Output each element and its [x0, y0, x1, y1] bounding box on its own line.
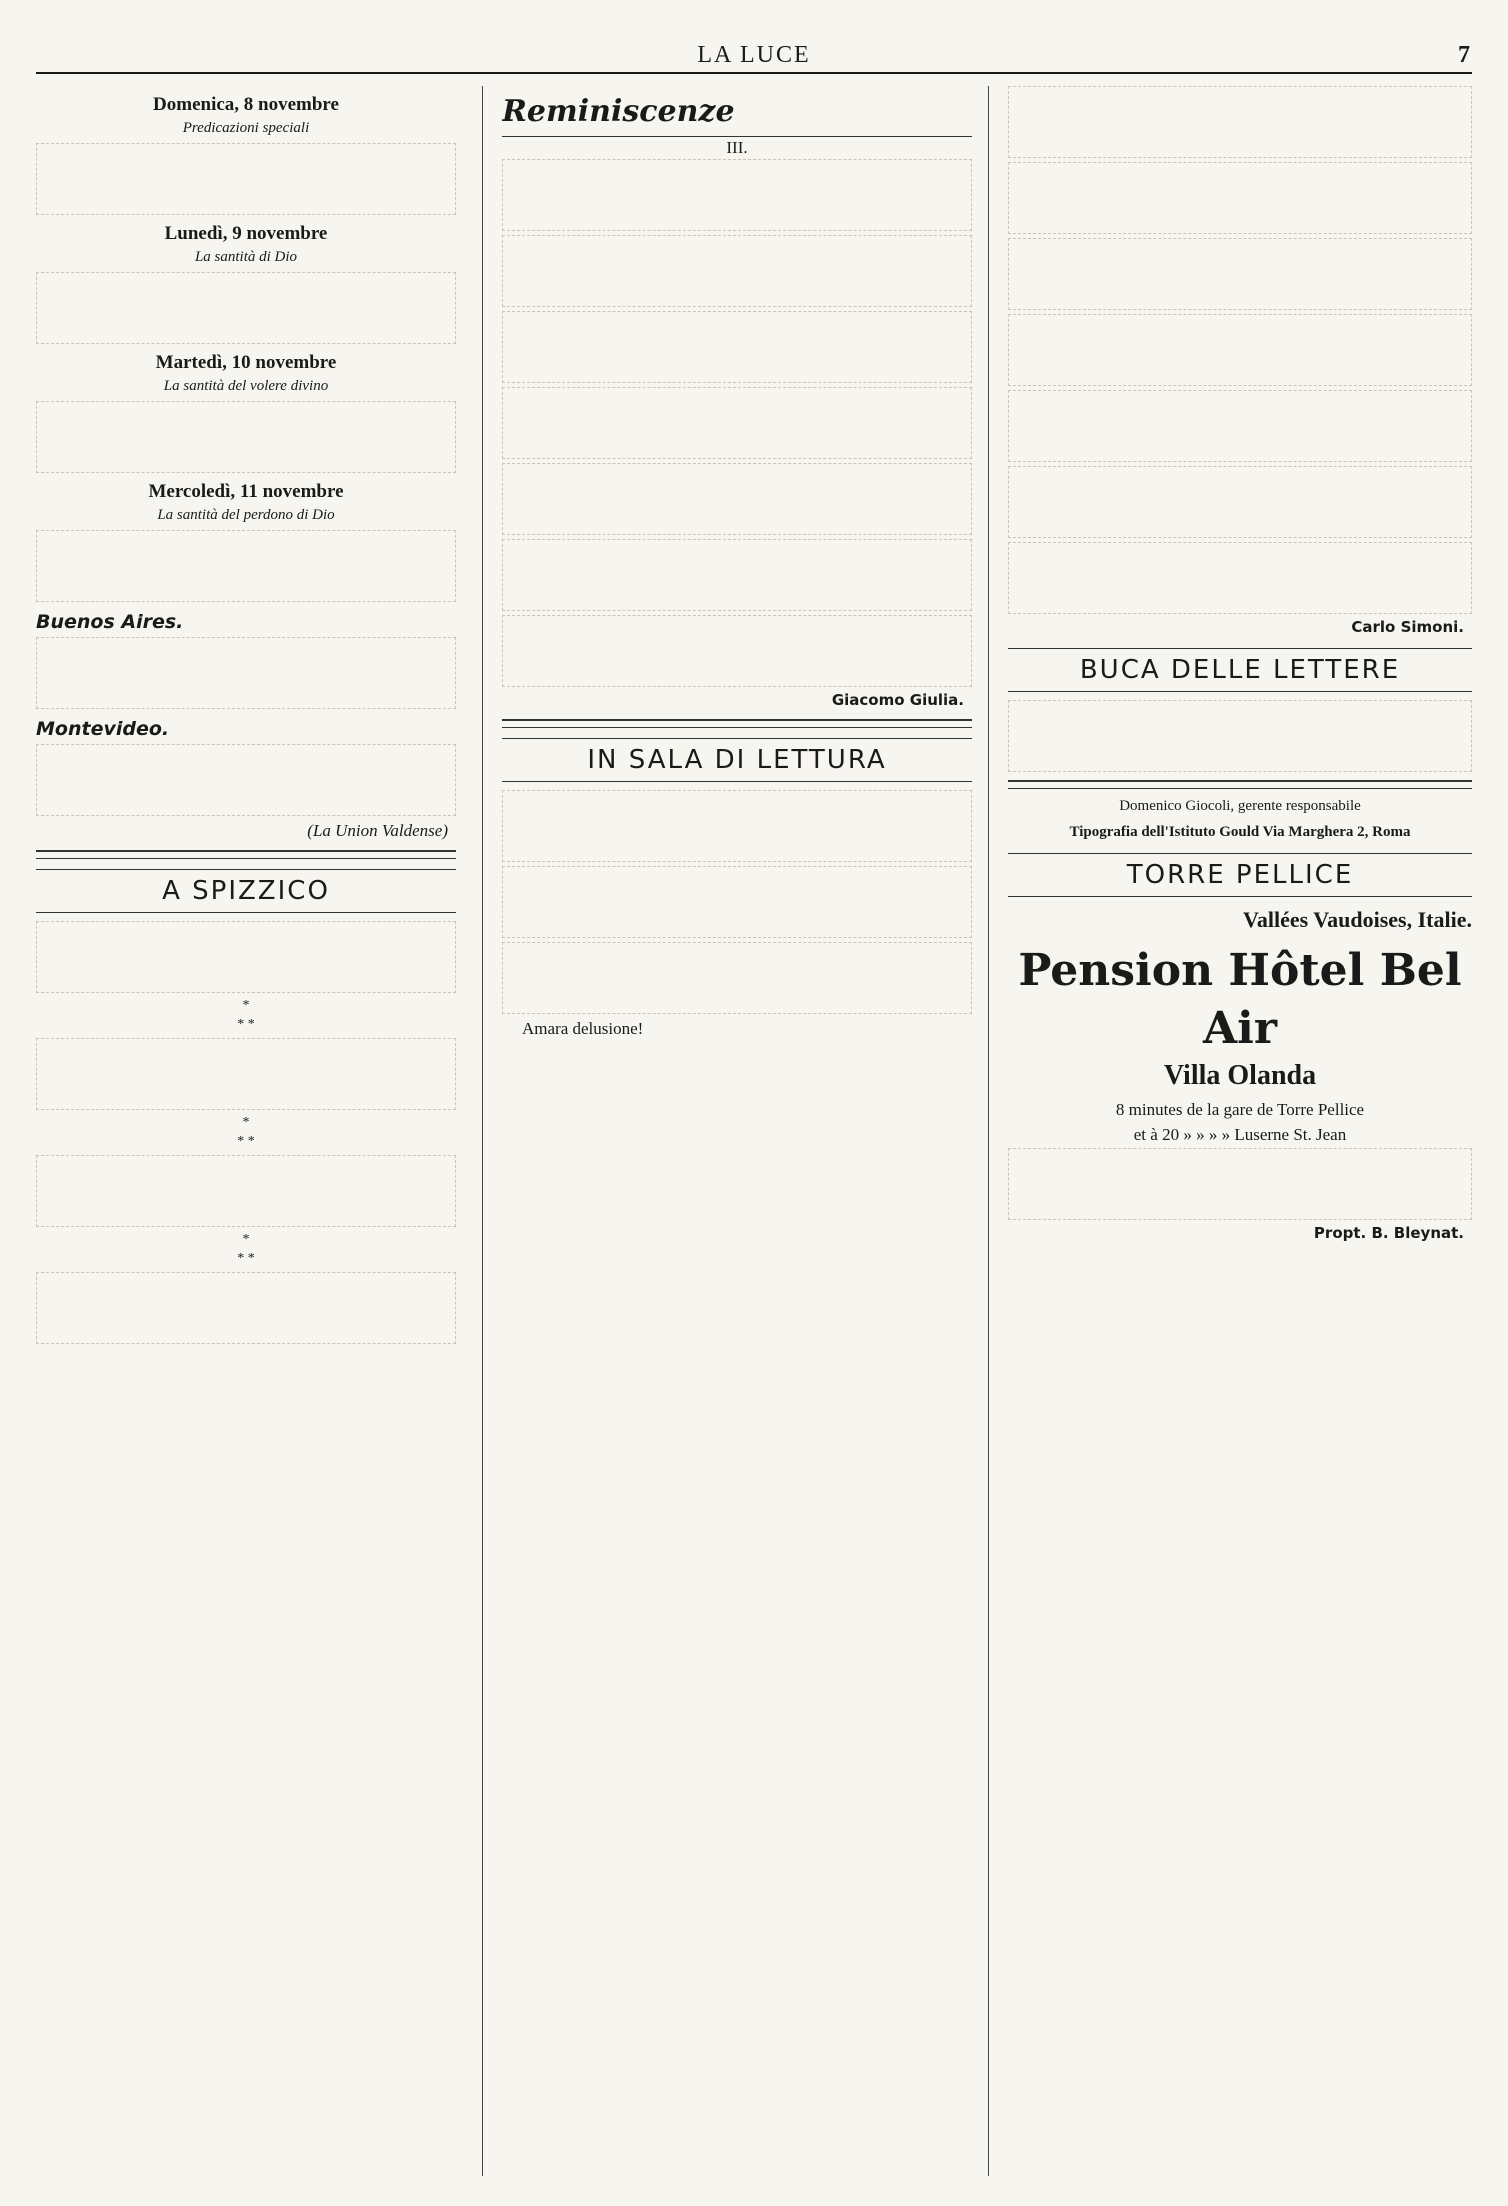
paragraph — [1008, 542, 1472, 614]
paragraph — [36, 143, 456, 215]
section-heading: BUCA DELLE LETTERE — [1008, 648, 1472, 692]
source-credit: (La Union Valdense) — [307, 820, 448, 840]
section-heading: Montevideo. — [36, 717, 170, 740]
publisher-line: Domenico Giocoli, gerente responsabile — [1119, 798, 1361, 815]
subheading: La santità del volere divino — [163, 377, 329, 394]
part-number: III. — [726, 137, 748, 157]
masthead — [36, 40, 1472, 74]
author-signature: Giacomo Giulia. — [831, 691, 964, 710]
asterism: * * * — [237, 1115, 255, 1149]
paragraph — [502, 463, 972, 535]
paragraph — [36, 401, 456, 473]
author-signature: Carlo Simoni. — [1351, 618, 1464, 636]
section-heading: Mercoledì, 11 novembre — [148, 480, 344, 502]
ad-town: TORRE PELLICE — [1008, 853, 1472, 897]
subheading: La santità del perdono di Dio — [157, 506, 335, 523]
section-heading: IN SALA DI LETTURA — [502, 738, 972, 782]
paragraph — [1008, 466, 1472, 538]
paragraph — [502, 615, 972, 687]
section-heading: Domenica, 8 novembre — [153, 94, 339, 115]
paragraph — [502, 942, 972, 1014]
ad-line: 8 minutes de la gare de Torre Pellice — [1115, 1100, 1365, 1120]
paragraph — [1008, 314, 1472, 386]
paragraph — [502, 387, 972, 459]
paragraph — [36, 530, 456, 602]
paragraph — [1008, 162, 1472, 234]
paragraph — [502, 235, 972, 307]
section-heading: A SPIZZICO — [36, 869, 456, 913]
paragraph — [1008, 390, 1472, 462]
section-heading: Lunedì, 9 novembre — [164, 222, 328, 244]
closing-line: Amara delusione! — [522, 1019, 644, 1039]
asterism: * * * — [237, 1232, 255, 1266]
asterism: * * * — [237, 998, 255, 1032]
page-number: 7 — [1458, 42, 1470, 68]
subheading: La santità di Dio — [194, 248, 298, 265]
column-rule — [988, 86, 989, 2176]
ad-region: Vallées Vaudoises, Italie. — [1242, 907, 1472, 933]
paragraph — [502, 159, 972, 231]
column-middle — [502, 86, 972, 2176]
section-heading: Martedì, 10 novembre — [155, 351, 337, 373]
paragraph — [502, 790, 972, 862]
divider — [36, 850, 456, 859]
printer-line: Tipografia dell'Istituto Gould Via Marghera 2, Roma — [1069, 823, 1411, 840]
paragraph — [36, 1155, 456, 1227]
column-right — [1008, 86, 1472, 2176]
ad-owner: Propt. B. Bleynat. — [1313, 1224, 1464, 1243]
ad-line: et à 20 » » » » Luserne St. Jean — [1133, 1124, 1347, 1144]
paragraph — [36, 921, 456, 993]
paragraph — [1008, 86, 1472, 158]
section-heading: Buenos Aires. — [36, 610, 184, 633]
paragraph — [1008, 238, 1472, 310]
divider — [502, 719, 972, 728]
paragraph — [36, 744, 456, 816]
paragraph — [502, 311, 972, 383]
paragraph — [36, 637, 456, 709]
column-rule — [482, 86, 483, 2176]
ad-body — [1008, 1148, 1472, 1220]
subheading: Predicazioni speciali — [182, 120, 310, 137]
paragraph — [36, 1038, 456, 1110]
divider — [1008, 780, 1472, 789]
paragraph — [502, 866, 972, 938]
section-heading: Reminiscenze — [502, 92, 972, 137]
paragraph — [1008, 700, 1472, 772]
paragraph — [36, 1272, 456, 1344]
paragraph — [36, 272, 456, 344]
ad-villa-name: Villa Olanda — [1163, 1060, 1317, 1092]
paragraph — [502, 539, 972, 611]
newspaper-page — [36, 40, 1472, 2180]
newspaper-title: LA LUCE — [697, 42, 811, 68]
columns — [36, 86, 1472, 2176]
ad-hotel-name: Pension Hôtel Bel Air — [1018, 945, 1462, 1055]
column-left — [36, 86, 456, 2176]
